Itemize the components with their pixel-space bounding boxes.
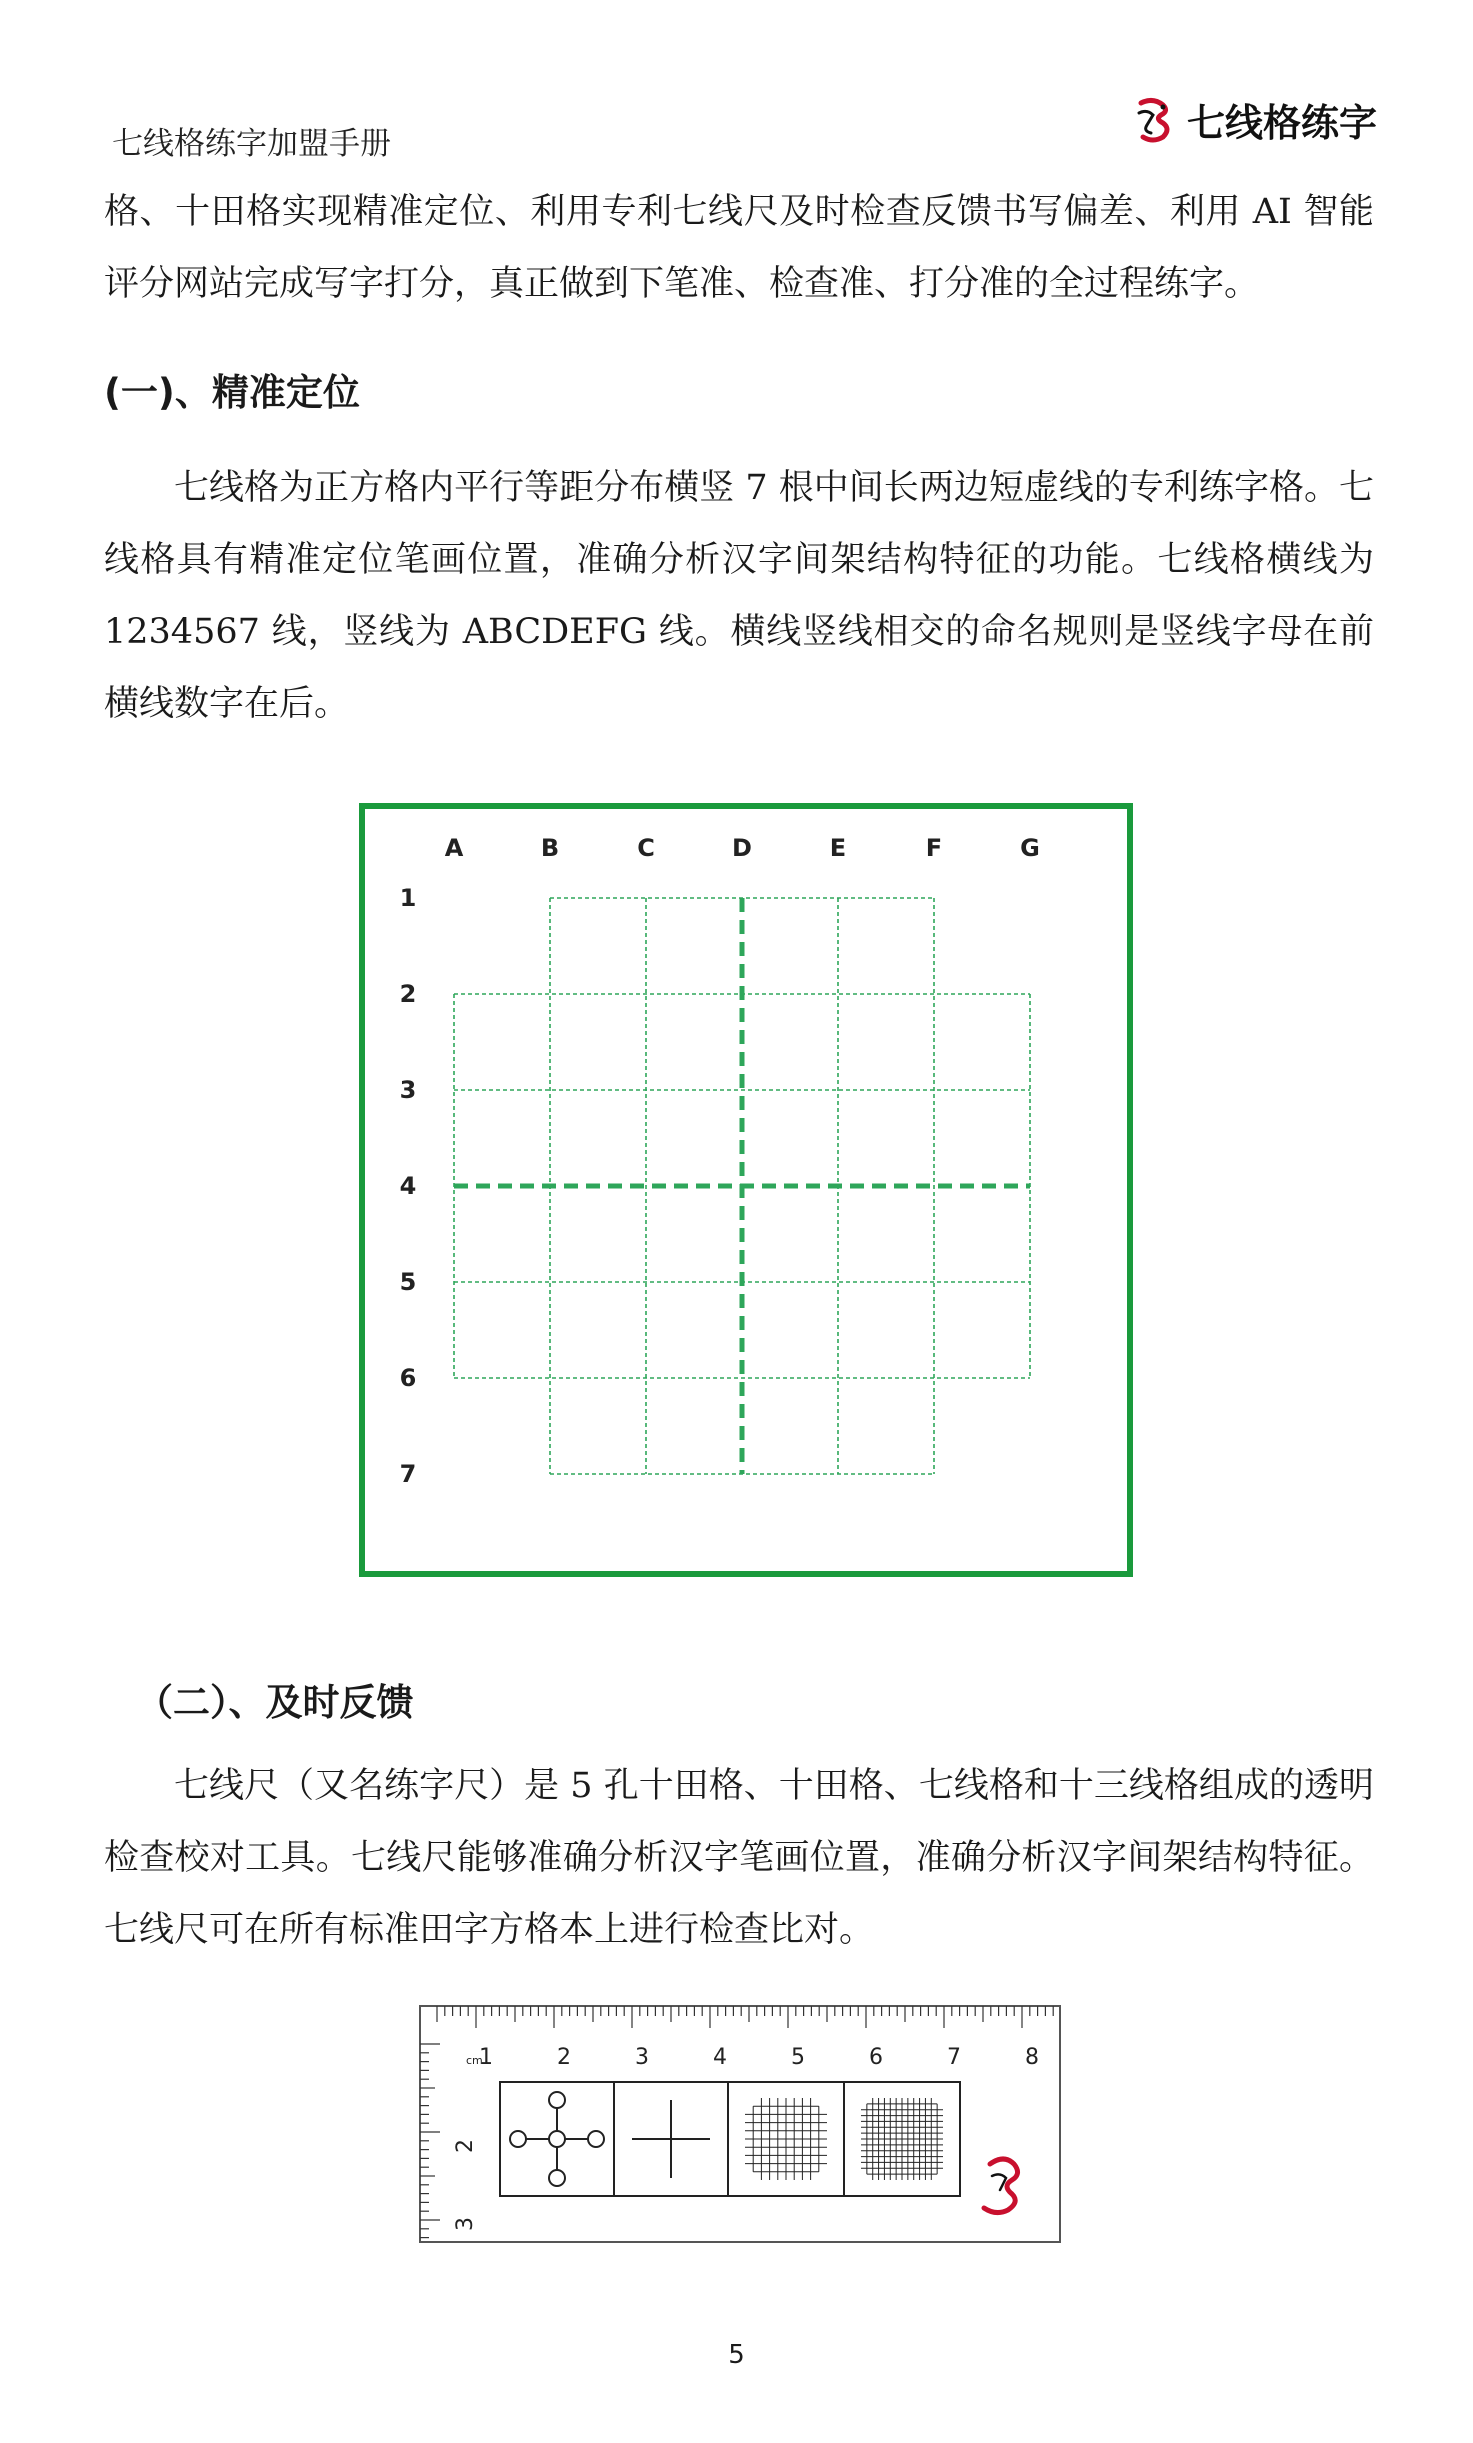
- grid-row-label: 6: [399, 1364, 417, 1392]
- grid-row-label: 2: [399, 980, 417, 1008]
- grid-column-label: G: [1020, 834, 1040, 862]
- ruler-top-number: 8: [1025, 2045, 1039, 2070]
- brand-name: 七线格练字: [1186, 101, 1377, 145]
- seven-line-grid-figure: [358, 802, 1134, 1578]
- seven-line-ruler-figure: [418, 2004, 1062, 2244]
- section2-paragraph: 七线尺（又名练字尺）是 5 孔十田格、十田格、七线格和十三线格组成的透明检查校对工具。七线尺能够准确分析汉字笔画位置，准确分析汉字间架结构特征。七线尺可在所有标准田字方格本上进行检查比对。: [104, 1766, 1374, 1950]
- grid-column-label: C: [637, 834, 655, 862]
- ruler-side-number: 2: [453, 2139, 478, 2153]
- ruler-top-number: 5: [791, 2045, 805, 2070]
- dragon-logo-icon: [1133, 97, 1175, 143]
- grid-column-label: A: [444, 834, 464, 862]
- ruler-top-number: 4: [713, 2045, 727, 2070]
- grid-column-label: E: [829, 834, 847, 862]
- grid-row-label: 4: [399, 1172, 417, 1200]
- ruler-unit: cm: [466, 2054, 483, 2067]
- page-number: 5: [728, 2340, 745, 2370]
- grid-column-label: F: [925, 834, 943, 862]
- ruler-top-number: 3: [635, 2045, 649, 2070]
- ruler-top-number: 1: [479, 2045, 493, 2070]
- ruler-side-number: 3: [453, 2217, 478, 2231]
- ruler-body: [420, 2006, 1060, 2242]
- grid-row-label: 7: [399, 1460, 417, 1488]
- grid-column-label: B: [540, 834, 560, 862]
- section1-paragraph: 七线格为正方格内平行等距分布横竖 7 根中间长两边短虚线的专利练字格。七线格具有精准定位笔画位置，准确分析汉字间架结构特征的功能。七线格横线为 1234567 线，竖线为 ABCDEFG 线。横线竖线相交的命名规则是竖线字母在前横线数字在后。: [104, 468, 1374, 724]
- grid-row-label: 1: [399, 884, 417, 912]
- section2-heading: （二）、及时反馈: [136, 1681, 414, 1724]
- ruler-top-number: 2: [557, 2045, 571, 2070]
- ruler-top-number: 6: [869, 2045, 883, 2070]
- brand-logo: [1133, 92, 1377, 147]
- grid-frame: [362, 806, 1130, 1574]
- section1-heading: (一)、精准定位: [104, 371, 360, 414]
- grid-column-label: D: [732, 834, 752, 862]
- header-title: 七线格练字加盟手册: [112, 126, 391, 162]
- grid-row-label: 3: [399, 1076, 417, 1104]
- grid-row-label: 5: [399, 1268, 417, 1296]
- ruler-top-number: 7: [947, 2045, 961, 2070]
- intro-paragraph: 格、十田格实现精准定位、利用专利七线尺及时检查反馈书写偏差、利用 AI 智能评分网站完成写字打分，真正做到下笔准、检查准、打分准的全过程练字。: [104, 192, 1374, 304]
